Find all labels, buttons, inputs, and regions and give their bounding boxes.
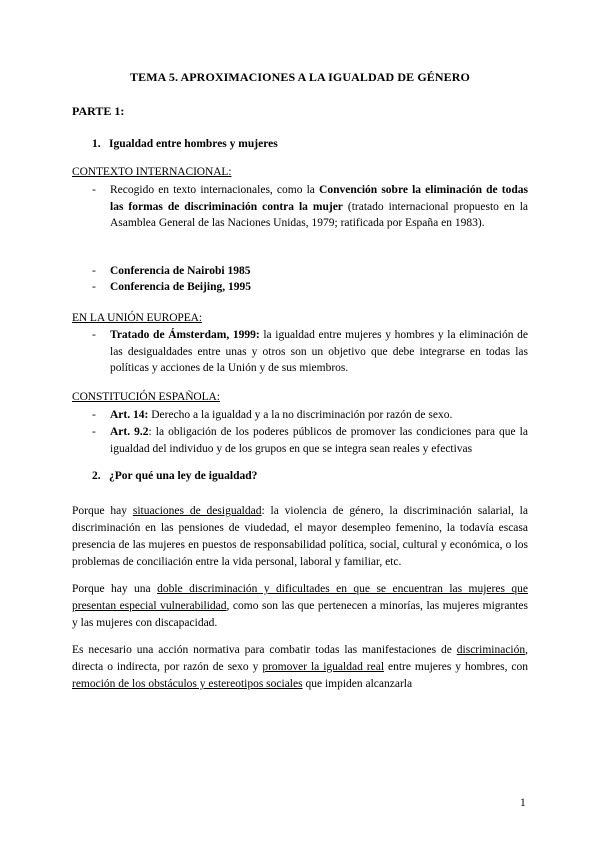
bold-text: Convención sobre la eliminación de todas las formas de discriminación contra la mujer xyxy=(110,184,528,213)
page-number: 1 xyxy=(520,797,526,809)
bold-text: Art. 14: xyxy=(110,409,149,421)
underlined-text: promover la igualdad real xyxy=(262,661,385,673)
section-title: ¿Por qué una ley de igualdad? xyxy=(109,470,258,482)
part-heading: PARTE 1: xyxy=(72,104,125,118)
list-item-text xyxy=(110,279,528,296)
bullet-dash: - xyxy=(92,409,96,421)
list-item xyxy=(92,182,528,232)
underlined-text: discriminación xyxy=(456,644,526,656)
bullet-dash: - xyxy=(92,329,96,341)
list-item-text xyxy=(110,424,528,457)
section-heading-1 xyxy=(92,138,278,150)
text-run: Es necesario una acción normativa para combatir todas las manifestaciones de xyxy=(72,644,457,656)
bullet-dash: - xyxy=(92,265,96,277)
context-heading-eu: EN LA UNIÓN EUROPEA: xyxy=(72,312,202,324)
paragraph xyxy=(72,642,528,693)
text-run: Porque hay una xyxy=(72,583,158,595)
paragraph xyxy=(72,503,528,571)
text-run: , como son las que pertenecen a minorías, las mujeres migrantes y las mujeres con discapacidad. xyxy=(72,600,528,629)
list-item-text xyxy=(110,182,528,232)
context-heading-international: CONTEXTO INTERNACIONAL: xyxy=(72,166,232,178)
section-title: Igualdad entre hombres y mujeres xyxy=(109,138,278,150)
bullet-dash: - xyxy=(92,184,96,196)
list-item-text xyxy=(110,327,528,377)
section-heading-2 xyxy=(92,470,257,482)
text-run: , directa o indirecta, por razón de sexo y xyxy=(72,644,528,673)
text-run: (tratado internacional propuesto en la Asamblea General de las Naciones Unidas, 1979; ratificada por España en 1983). xyxy=(110,200,528,229)
list-item-text xyxy=(110,263,528,280)
list-item xyxy=(92,327,528,377)
underlined-text: remoción de los obstáculos y estereotipos sociales xyxy=(72,678,303,690)
bold-text: Conferencia de Beijing, 1995 xyxy=(110,281,251,293)
text-run: : la obligación de los poderes públicos de promover las condiciones para que la igualdad del individuo y de los grupos en que se integra sean reales y efectivas xyxy=(110,426,528,455)
list-item xyxy=(92,424,528,457)
paragraph xyxy=(72,581,528,632)
list-item xyxy=(92,263,528,280)
text-run: Recogido en texto internacionales, como la xyxy=(110,184,320,196)
document-title: TEMA 5. APROXIMACIONES A LA IGUALDAD DE GÉNERO xyxy=(130,70,470,84)
text-run: Derecho a la igualdad y a la no discriminación por razón de sexo. xyxy=(148,409,453,421)
underlined-text: doble discriminación y dificultades en que se encuentran las mujeres que presentan especial vulnerabilidad xyxy=(72,583,528,612)
section-number: 1. xyxy=(92,138,101,150)
underlined-text: situaciones de desigualdad xyxy=(132,505,262,517)
list-item xyxy=(92,279,528,296)
text-run: : la violencia de género, la discriminación salarial, la discriminación en las pensiones de viudedad, el mayor desempleo femenino, la todavía escasa presencia de las mujeres en puestos de responsabilidad política, social, cultural y económica, o los problemas de conciliación entre la vida personal, laboral y familiar, etc. xyxy=(72,505,528,568)
text-run: que impiden alcanzarla xyxy=(302,678,413,690)
list-item-text xyxy=(110,407,528,424)
bullet-dash: - xyxy=(92,426,96,438)
bullet-dash: - xyxy=(92,281,96,293)
context-heading-constitution: CONSTITUCIÓN ESPAÑOLA: xyxy=(72,391,220,403)
section-number: 2. xyxy=(92,470,101,482)
text-run: entre mujeres y hombres, con xyxy=(384,661,528,673)
bold-text: Conferencia de Nairobi 1985 xyxy=(110,265,251,277)
text-run: Porque hay xyxy=(72,505,133,517)
bold-text: Art. 9.2 xyxy=(110,426,149,438)
bold-text: Tratado de Ámsterdam, 1999: xyxy=(110,329,260,341)
list-item xyxy=(92,407,528,424)
text-run: la igualdad entre mujeres y hombres y la eliminación de las desigualdades entre unas y otros son un objetivo que debe integrarse en todas las políticas y acciones de la Unión y de sus miembros. xyxy=(110,329,528,374)
